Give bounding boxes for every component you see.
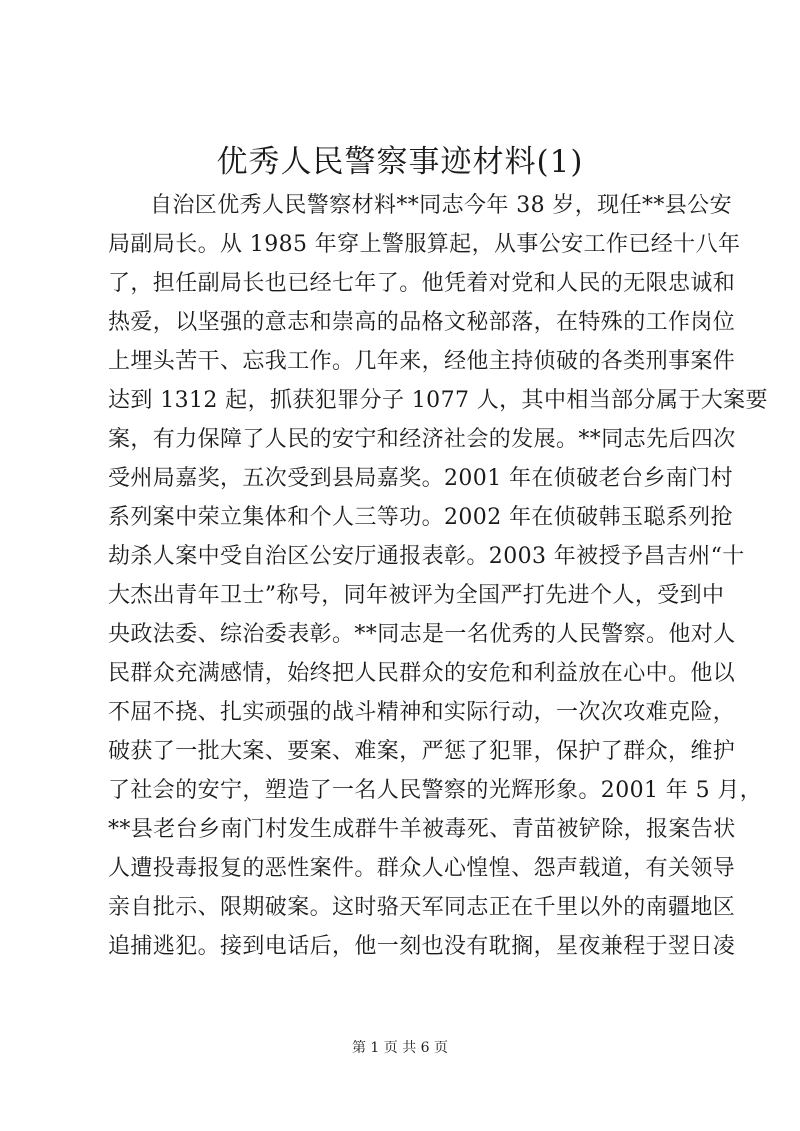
document-body — [108, 186, 768, 966]
body-line: 人遭投毒报复的恶性案件。群众人心惶惶、怨声载道，有关领导 — [108, 856, 736, 881]
body-line: 受州局嘉奖，五次受到县局嘉奖。2001 年在侦破老台乡南门村 — [108, 466, 733, 491]
body-line: 民群众充满感情，始终把人民群众的安危和利益放在心中。他以 — [108, 661, 736, 686]
body-line: 破获了一批大案、要案、难案，严惩了犯罪，保护了群众，维护 — [108, 739, 736, 764]
body-line: 局副局长。从 1985 年穿上警服算起，从事公安工作已经十八年 — [108, 232, 741, 257]
body-line: 系列案中荣立集体和个人三等功。2002 年在侦破韩玉聪系列抢 — [108, 505, 733, 530]
body-line: 热爱，以坚强的意志和崇高的品格文秘部落，在特殊的工作岗位 — [108, 310, 736, 335]
body-line: 大杰出青年卫士”称号，同年被评为全国严打先进个人，受到中 — [108, 583, 725, 608]
body-line: 达到 1312 起，抓获犯罪分子 1077 人，其中相当部分属于大案要 — [108, 388, 768, 413]
body-line: 亲自批示、限期破案。这时骆天军同志正在千里以外的南疆地区 — [108, 895, 736, 920]
body-line: 上埋头苦干、忘我工作。几年来，经他主持侦破的各类刑事案件 — [108, 349, 736, 374]
body-line: 劫杀人案中受自治区公安厅通报表彰。2003 年被授予昌吉州“十 — [108, 544, 745, 569]
document-title: 优秀人民警察事迹材料(1) — [216, 144, 584, 180]
body-line: 了，担任副局长也已经七年了。他凭着对党和人民的无限忠诚和 — [108, 271, 736, 296]
body-line: **县老台乡南门村发生成群牛羊被毒死、青苗被铲除，报案告状 — [108, 817, 736, 842]
body-line: 央政法委、综治委表彰。**同志是一名优秀的人民警察。他对人 — [108, 622, 736, 647]
body-line: 了社会的安宁，塑造了一名人民警察的光辉形象。2001 年 5 月， — [108, 778, 763, 803]
body-line: 追捕逃犯。接到电话后，他一刻也没有耽搁，星夜兼程于翌日凌 — [108, 934, 736, 959]
body-line: 案，有力保障了人民的安宁和经济社会的发展。**同志先后四次 — [108, 427, 736, 452]
page-footer: 第 1 页 共 6 页 — [351, 1040, 449, 1056]
body-line: 不屈不挠、扎实顽强的战斗精神和实际行动，一次次攻难克险， — [108, 700, 736, 725]
body-line: 自治区优秀人民警察材料**同志今年 38 岁，现任**县公安 — [150, 193, 732, 218]
